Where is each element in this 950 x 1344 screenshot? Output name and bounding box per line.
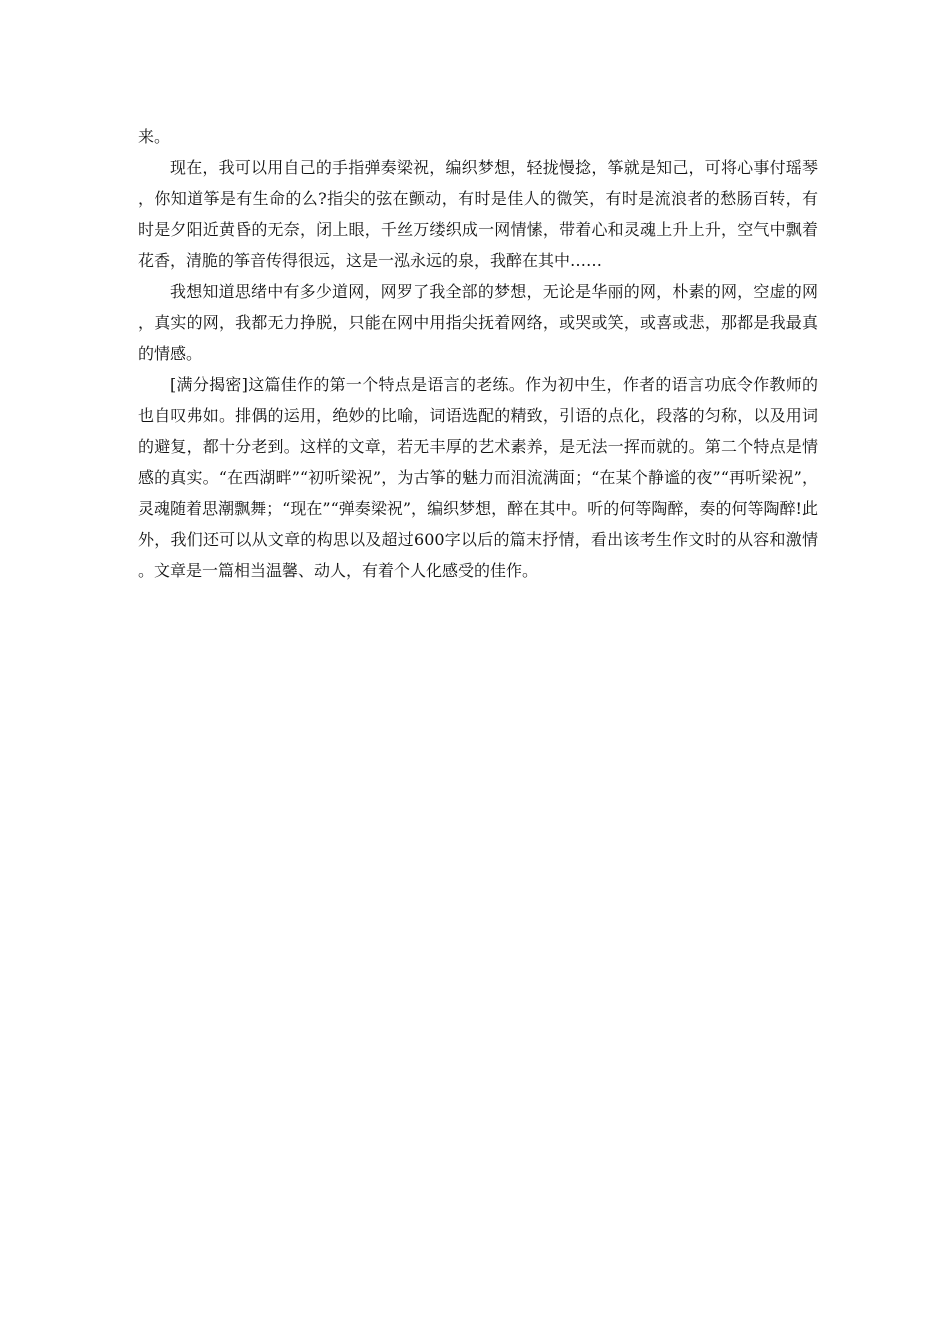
document-body bbox=[138, 121, 818, 586]
paragraph-zheng-playing: 现在，我可以用自己的手指弹奏梁祝，编织梦想，轻拢慢捻，筝就是知己，可将心事付瑶琴，你知道筝是有生命的么?指尖的弦在颤动，有时是佳人的微笑，有时是流浪者的愁肠百转，有时是夕阳近黄昏的无奈，闭上眼，千丝万缕织成一网情愫，带着心和灵魂上升上升，空气中飘着花香，清脆的筝音传得很远，这是一泓永远的泉，我醉在其中…… bbox=[138, 158, 818, 270]
paragraph-web-of-thoughts: 我想知道思绪中有多少道网，网罗了我全部的梦想，无论是华丽的网，朴素的网，空虚的网，真实的网，我都无力挣脱，只能在网中用指尖抚着网络，或哭或笑，或喜或悲，那都是我最真的情感。 bbox=[138, 282, 818, 363]
paragraph-commentary: [满分揭密]这篇佳作的第一个特点是语言的老练。作为初中生，作者的语言功底令作教师的也自叹弗如。排偶的运用，绝妙的比喻，词语选配的精致，引语的点化，段落的匀称，以及用词的避复，都十分老到。这样的文章，若无丰厚的艺术素养，是无法一挥而就的。第二个特点是情感的真实。“在西湖畔”“初听梁祝”，为古筝的魅力而泪流满面；“在某个静谧的夜”“再听梁祝”，灵魂随着思潮飘舞；“现在”“弹奏梁祝”，编织梦想，醉在其中。听的何等陶醉，奏的何等陶醉!此外，我们还可以从文章的构思以及超过600字以后的篇末抒情，看出该考生作文时的从容和激情。文章是一篇相当温馨、动人，有着个人化感受的佳作。 bbox=[138, 375, 818, 580]
paragraph-continuation: 来。 bbox=[138, 127, 171, 146]
